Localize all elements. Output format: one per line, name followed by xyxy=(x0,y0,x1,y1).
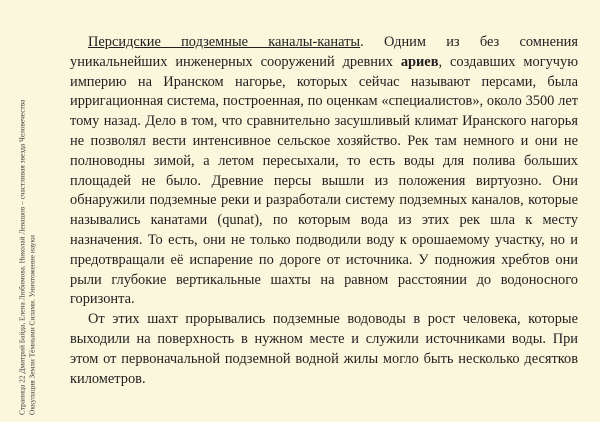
paragraph-1-lead: . Одним из без сомнения уникальнейших инженерных сооружений древних xyxy=(70,34,578,70)
main-text xyxy=(70,33,578,389)
paragraph-2: От этих шахт прорывались подземные водоводы в рост человека, которые выходили на поверхность в нужном месте и служили источниками воды. При этом от первоначальной подземной водной жилы могло быть несколько десятков километров. xyxy=(70,311,578,387)
section-heading: Персидские подземные каналы-канаты xyxy=(88,34,361,50)
side-caption xyxy=(2,0,52,422)
emphasis-word: ариев xyxy=(400,53,439,70)
side-caption-text xyxy=(18,7,37,415)
paragraph-1 xyxy=(70,33,578,310)
side-caption-line-2: Оккупация Земли Тёмными Силами. Уничтожение науки xyxy=(27,235,36,415)
paragraph-1-body: , создавших могучую империю на Иранском нагорье, которых сейчас называют персами, была ирригационная система, построенная, по оценкам «специалистов», около 3500 лет тому назад. Дело в том, что сравнительно засушливый климат Иранского нагорья не позволял вести интенсивное сельское хозяйство. Рек там немного и они не полноводны зимой, а летом пересыхали, то есть воды для полива больших площадей не было. Древние персы вышли из положения виртуозно. Они обнаружили подземные реки и разработали систему подземных каналов, которые назывались канатами (qunat), по которым вода из этих рек шла к месту назначения. То есть, они не только подводили воду к орошаемому участку, но и предотвращали её испарение по дороге от источника. У подножия хребтов они рыли глубокие вертикальные шахты на равном расстоянии до водоносного горизонта. xyxy=(70,53,578,308)
side-caption-line-1: Страница 22 Дмитрий Байда, Елена Любимова. Николай Левашов – счастливая звезда Человечества xyxy=(17,99,27,415)
